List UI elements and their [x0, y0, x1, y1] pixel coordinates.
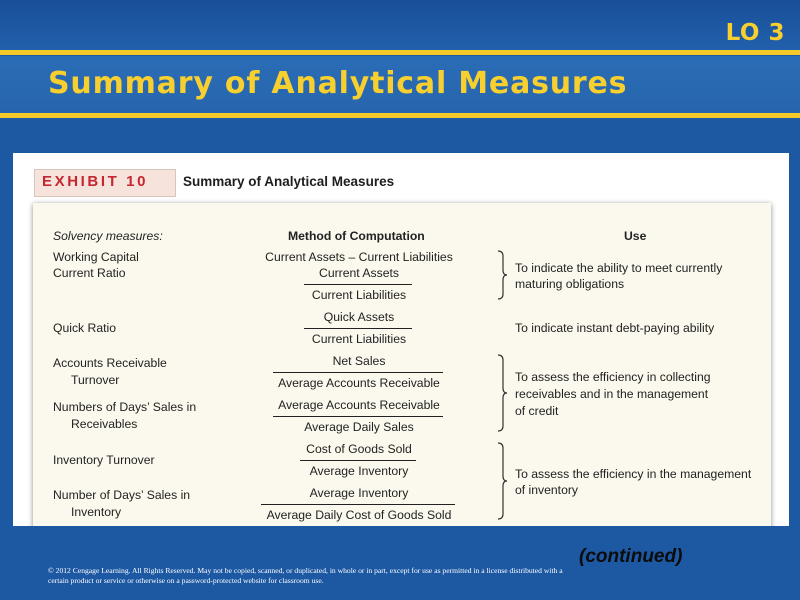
use-liquidity-line2: maturing obligations	[515, 277, 625, 291]
slide-title: Summary of Analytical Measures	[48, 66, 628, 101]
fraction-bar	[304, 284, 412, 285]
denominator-days-receivables: Average Daily Sales	[304, 420, 414, 434]
numerator-days-receivables: Average Accounts Receivable	[278, 398, 440, 412]
row-label-days-receivables-line1: Numbers of Days’ Sales in	[53, 400, 197, 414]
denominator-inventory-turnover: Average Inventory	[309, 464, 409, 478]
exhibit-label: EXHIBIT 10	[42, 173, 149, 190]
row-label-ar-turnover-line1: Accounts Receivable	[53, 356, 167, 370]
header-method: Method of Computation	[288, 229, 425, 243]
exhibit-image	[13, 153, 789, 526]
method-working-capital: Current Assets – Current Liabilities	[265, 250, 453, 264]
row-label-inventory-turnover: Inventory Turnover	[53, 453, 155, 467]
fraction-bar	[300, 460, 416, 461]
brace-group-liquidity	[496, 250, 510, 300]
denominator-current-ratio: Current Liabilities	[311, 288, 407, 302]
numerator-ar-turnover: Net Sales	[332, 354, 386, 368]
numerator-quick-ratio: Quick Assets	[323, 310, 395, 324]
row-label-working-capital: Working Capital	[53, 250, 139, 264]
top-gold-rule	[0, 50, 800, 55]
use-receivables-line1: To assess the efficiency in collecting	[515, 370, 711, 384]
numerator-current-ratio: Current Assets	[319, 266, 399, 280]
use-receivables-line3: of credit	[515, 404, 559, 418]
row-label-quick-ratio: Quick Ratio	[53, 321, 116, 335]
measures-table	[33, 203, 771, 526]
bottom-gold-rule	[0, 113, 800, 118]
header-use: Use	[624, 229, 647, 243]
row-label-current-ratio: Current Ratio	[53, 266, 126, 280]
lo-badge: LO 3	[725, 20, 785, 46]
brace-group-receivables	[496, 354, 510, 432]
denominator-ar-turnover: Average Accounts Receivable	[278, 376, 440, 390]
header-measures: Solvency measures:	[53, 229, 163, 243]
use-inventory-line1: To assess the efficiency in the management	[515, 467, 752, 481]
row-label-days-receivables-line2: Receivables	[71, 417, 138, 431]
use-inventory-line2: of inventory	[515, 483, 579, 497]
fraction-bar	[304, 328, 412, 329]
numerator-inventory-turnover: Cost of Goods Sold	[306, 442, 412, 456]
fraction-bar	[261, 504, 455, 505]
top-band	[0, 0, 800, 52]
exhibit-title: Summary of Analytical Measures	[183, 174, 395, 189]
row-label-ar-turnover-line2: Turnover	[71, 373, 120, 387]
row-label-days-inventory-line1: Number of Days’ Sales in	[53, 488, 191, 502]
use-liquidity-line1: To indicate the ability to meet currently	[515, 261, 723, 275]
denominator-days-inventory: Average Daily Cost of Goods Sold	[266, 508, 452, 522]
numerator-days-inventory: Average Inventory	[309, 486, 409, 500]
exhibit-tag	[34, 169, 176, 197]
row-label-days-inventory-line2: Inventory	[71, 505, 122, 519]
use-quick-ratio: To indicate instant debt-paying ability	[515, 321, 715, 335]
use-receivables-line2: receivables and in the management	[515, 387, 709, 401]
denominator-quick-ratio: Current Liabilities	[311, 332, 407, 346]
copyright-notice: © 2012 Cengage Learning. All Rights Reserved. May not be copied, scanned, or duplicated, in whole or in part, except for use as permitted in a license distributed with a certain product or service or otherwise on a password-protected website for classroom use.	[48, 566, 563, 585]
continued-label: (continued)	[579, 546, 683, 567]
fraction-bar	[273, 372, 443, 373]
fraction-bar	[273, 416, 443, 417]
brace-group-inventory	[496, 442, 510, 520]
